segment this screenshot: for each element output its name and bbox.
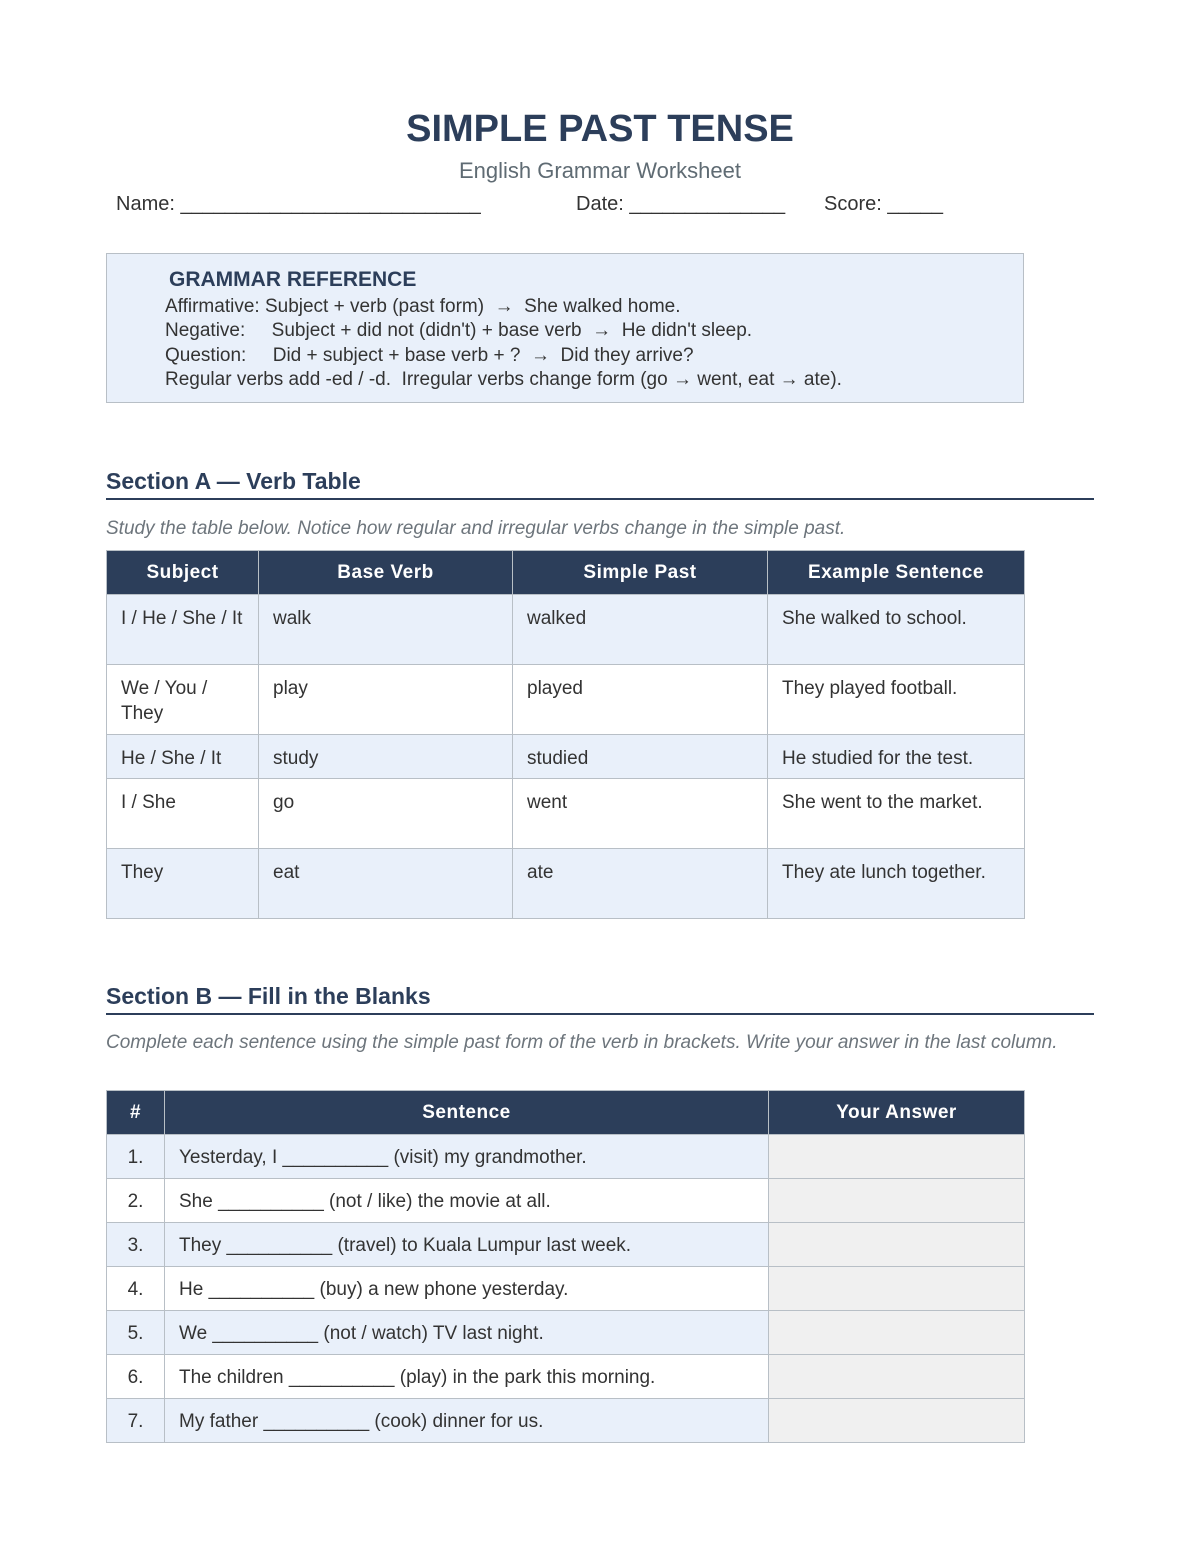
simple-past-cell: played <box>513 665 768 735</box>
verb-table <box>106 550 1025 919</box>
base-verb-cell: go <box>259 779 513 849</box>
example-sentence-cell: They played football. <box>768 665 1025 735</box>
column-header-sentence: Sentence <box>165 1091 769 1135</box>
name-field[interactable]: Name: ___________________________ <box>116 193 481 215</box>
simple-past-cell: studied <box>513 735 768 779</box>
page-subtitle: English Grammar Worksheet <box>458 158 741 183</box>
question-number: 6. <box>107 1355 165 1399</box>
column-header-simple-past: Simple Past <box>513 551 768 595</box>
table-row <box>107 1267 1025 1311</box>
question-sentence: The children __________ (play) in the park this morning. <box>165 1355 769 1399</box>
question-number: 2. <box>107 1179 165 1223</box>
example-sentence-cell: They ate lunch together. <box>768 849 1025 919</box>
table-row <box>107 1179 1025 1223</box>
table-row <box>107 1399 1025 1443</box>
question-sentence: She __________ (not / like) the movie at all. <box>165 1179 769 1223</box>
column-header-base-verb: Base Verb <box>259 551 513 595</box>
column-header-subject: Subject <box>107 551 259 595</box>
answer-cell[interactable] <box>769 1179 1025 1223</box>
question-sentence: My father __________ (cook) dinner for us. <box>165 1399 769 1443</box>
question-number: 3. <box>107 1223 165 1267</box>
table-row <box>107 1135 1025 1179</box>
subject-cell: We / You / They <box>107 665 259 735</box>
section-b-instructions: Complete each sentence using the simple past form of the verb in brackets. Write your answer in the last column. <box>106 1032 1058 1053</box>
simple-past-cell: walked <box>513 595 768 665</box>
grammar-reference-box <box>106 253 1024 403</box>
question-sentence: He __________ (buy) a new phone yesterday. <box>165 1267 769 1311</box>
example-sentence-cell: He studied for the test. <box>768 735 1025 779</box>
table-row <box>107 665 1025 735</box>
answer-cell[interactable] <box>769 1223 1025 1267</box>
question-sentence: Yesterday, I __________ (visit) my grandmother. <box>165 1135 769 1179</box>
page-title: SIMPLE PAST TENSE <box>406 108 794 150</box>
table-row <box>107 1223 1025 1267</box>
verb-table-header <box>107 551 1025 595</box>
column-header-number: # <box>107 1091 165 1135</box>
subject-cell: They <box>107 849 259 919</box>
date-field[interactable]: Date: ______________ <box>576 193 786 215</box>
question-number: 1. <box>107 1135 165 1179</box>
question-number: 5. <box>107 1311 165 1355</box>
answer-cell[interactable] <box>769 1355 1025 1399</box>
table-row <box>107 735 1025 779</box>
subject-cell: I / She <box>107 779 259 849</box>
subject-cell: He / She / It <box>107 735 259 779</box>
reference-negative: Negative: Subject + did not (didn't) + base verb → He didn't sleep. <box>165 320 753 341</box>
question-number: 7. <box>107 1399 165 1443</box>
table-row <box>107 849 1025 919</box>
base-verb-cell: study <box>259 735 513 779</box>
column-header-your-answer: Your Answer <box>769 1091 1025 1135</box>
column-header-example-sentence: Example Sentence <box>768 551 1025 595</box>
simple-past-cell: went <box>513 779 768 849</box>
fill-in-blanks-table <box>106 1090 1025 1443</box>
reference-regular-irregular: Regular verbs add -ed / -d. Irregular verbs change form (go → went, eat → ate). <box>165 369 842 390</box>
question-sentence: They __________ (travel) to Kuala Lumpur last week. <box>165 1223 769 1267</box>
subject-cell: I / He / She / It <box>107 595 259 665</box>
table-row <box>107 779 1025 849</box>
table-row <box>107 595 1025 665</box>
section-a-instructions: Study the table below. Notice how regular and irregular verbs change in the simple past. <box>106 518 846 539</box>
base-verb-cell: eat <box>259 849 513 919</box>
section-b-heading: Section B — Fill in the Blanks <box>106 983 1094 1015</box>
section-a-heading: Section A — Verb Table <box>106 468 1094 500</box>
table-row <box>107 1355 1025 1399</box>
question-sentence: We __________ (not / watch) TV last night. <box>165 1311 769 1355</box>
base-verb-cell: play <box>259 665 513 735</box>
answer-cell[interactable] <box>769 1135 1025 1179</box>
question-number: 4. <box>107 1267 165 1311</box>
answer-cell[interactable] <box>769 1399 1025 1443</box>
simple-past-cell: ate <box>513 849 768 919</box>
answer-cell[interactable] <box>769 1311 1025 1355</box>
reference-affirmative: Affirmative: Subject + verb (past form) → She walked home. <box>165 296 681 317</box>
answer-cell[interactable] <box>769 1267 1025 1311</box>
score-field[interactable]: Score: _____ <box>824 193 943 215</box>
example-sentence-cell: She went to the market. <box>768 779 1025 849</box>
base-verb-cell: walk <box>259 595 513 665</box>
reference-question: Question: Did + subject + base verb + ? → Did they arrive? <box>165 345 694 366</box>
fill-in-blanks-header <box>107 1091 1025 1135</box>
example-sentence-cell: She walked to school. <box>768 595 1025 665</box>
grammar-reference-title: GRAMMAR REFERENCE <box>169 268 417 291</box>
table-row <box>107 1311 1025 1355</box>
